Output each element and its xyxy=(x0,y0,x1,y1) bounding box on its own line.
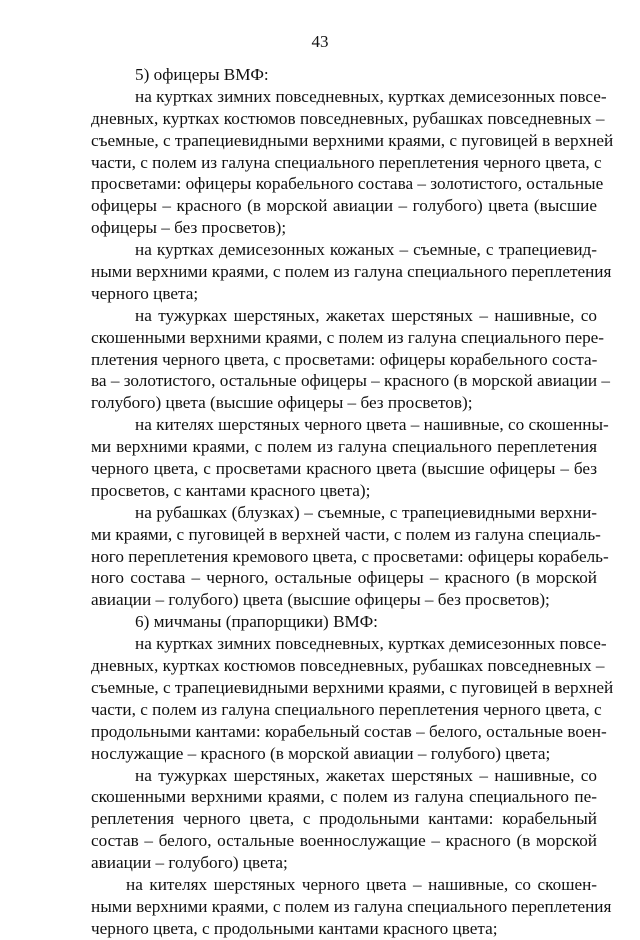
text-line: плетения черного цвета, с просветами: офицеры корабельного соста- xyxy=(91,349,598,369)
text-line: ного состава – черного, остальные офицеры – красного (в морской xyxy=(91,568,597,588)
text-line: части, с полем из галуна специального переплетения черного цвета, с xyxy=(91,699,602,719)
page-number: 43 xyxy=(311,32,329,51)
text-line: нослужащие – красного (в морской авиации – голубого) цвета; xyxy=(91,743,551,763)
text-line: просветами: офицеры корабельного состава – золотистого, остальные xyxy=(91,174,604,194)
text-line: на тужурках шерстяных, жакетах шерстяных – нашивные, со xyxy=(135,765,597,785)
text-line: на куртках демисезонных кожаных – съемные, с трапециевид- xyxy=(135,240,597,260)
text-line: части, с полем из галуна специального переплетения черного цвета, с xyxy=(91,152,602,172)
text-line: продольными кантами: корабельный состав – белого, остальные воен- xyxy=(91,721,607,741)
text-line: скошенными верхними краями, с полем из галуна специального пере- xyxy=(91,327,605,347)
text-line: черного цвета; xyxy=(91,283,199,303)
document-body xyxy=(91,64,614,940)
text-line: дневных, куртках костюмов повседневных, рубашках повседневных – xyxy=(91,656,605,676)
text-line: ми краями, с пуговицей в верхней части, с полем из галуна специаль- xyxy=(91,524,601,544)
text-line: офицеры – без просветов); xyxy=(91,218,287,238)
text-line: ного переплетения кремового цвета, с просветами: офицеры корабель- xyxy=(91,546,609,566)
text-line: на тужурках шерстяных, жакетах шерстяных – нашивные, со xyxy=(135,305,597,325)
text-line: голубого) цвета (высшие офицеры – без просветов); xyxy=(91,393,473,413)
text-line: на рубашках (блузках) – съемные, с трапециевидными верхни- xyxy=(135,502,597,522)
text-line: на кителях шерстяных черного цвета – нашивные, со скошен- xyxy=(126,874,597,894)
text-line: ва – золотистого, остальные офицеры – красного (в морской авиации – xyxy=(91,371,611,391)
text-line: ми верхними краями, с полем из галуна специального переплетения xyxy=(91,437,597,457)
text-line: ными верхними краями, с полем из галуна специального переплетения xyxy=(91,896,612,916)
text-line: реплетения черного цвета, с продольными кантами: корабельный xyxy=(91,809,597,829)
text-line: на куртках зимних повседневных, куртках демисезонных повсе- xyxy=(135,634,607,654)
text-line: черного цвета, с просветами красного цвета (высшие офицеры – без xyxy=(91,459,597,479)
text-line: офицеры – красного (в морской авиации – голубого) цвета (высшие xyxy=(91,196,597,216)
text-line: авиации – голубого) цвета; xyxy=(91,853,288,873)
text-line: на куртках зимних повседневных, куртках демисезонных повсе- xyxy=(135,86,607,106)
text-line: 5) офицеры ВМФ: xyxy=(135,65,269,84)
text-line: авиации – голубого) цвета (высшие офицеры – без просветов); xyxy=(91,590,550,610)
text-line: ными верхними краями, с полем из галуна специального переплетения xyxy=(91,262,612,282)
text-line: дневных, куртках костюмов повседневных, рубашках повседневных – xyxy=(91,108,605,128)
text-line: 6) мичманы (прапорщики) ВМФ: xyxy=(135,612,378,632)
text-line: съемные, с трапециевидными верхними краями, с пуговицей в верхней xyxy=(91,130,614,150)
text-line: скошенными верхними краями, с полем из галуна специального пе- xyxy=(91,787,597,807)
text-line: черного цвета, с продольными кантами красного цвета; xyxy=(91,918,498,938)
text-line: просветов, с кантами красного цвета); xyxy=(91,480,371,500)
text-line: на кителях шерстяных черного цвета – нашивные, со скошенны- xyxy=(135,415,609,435)
text-line: состав – белого, остальные военнослужащие – красного (в морской xyxy=(91,831,597,851)
text-line: съемные, с трапециевидными верхними краями, с пуговицей в верхней xyxy=(91,677,614,697)
